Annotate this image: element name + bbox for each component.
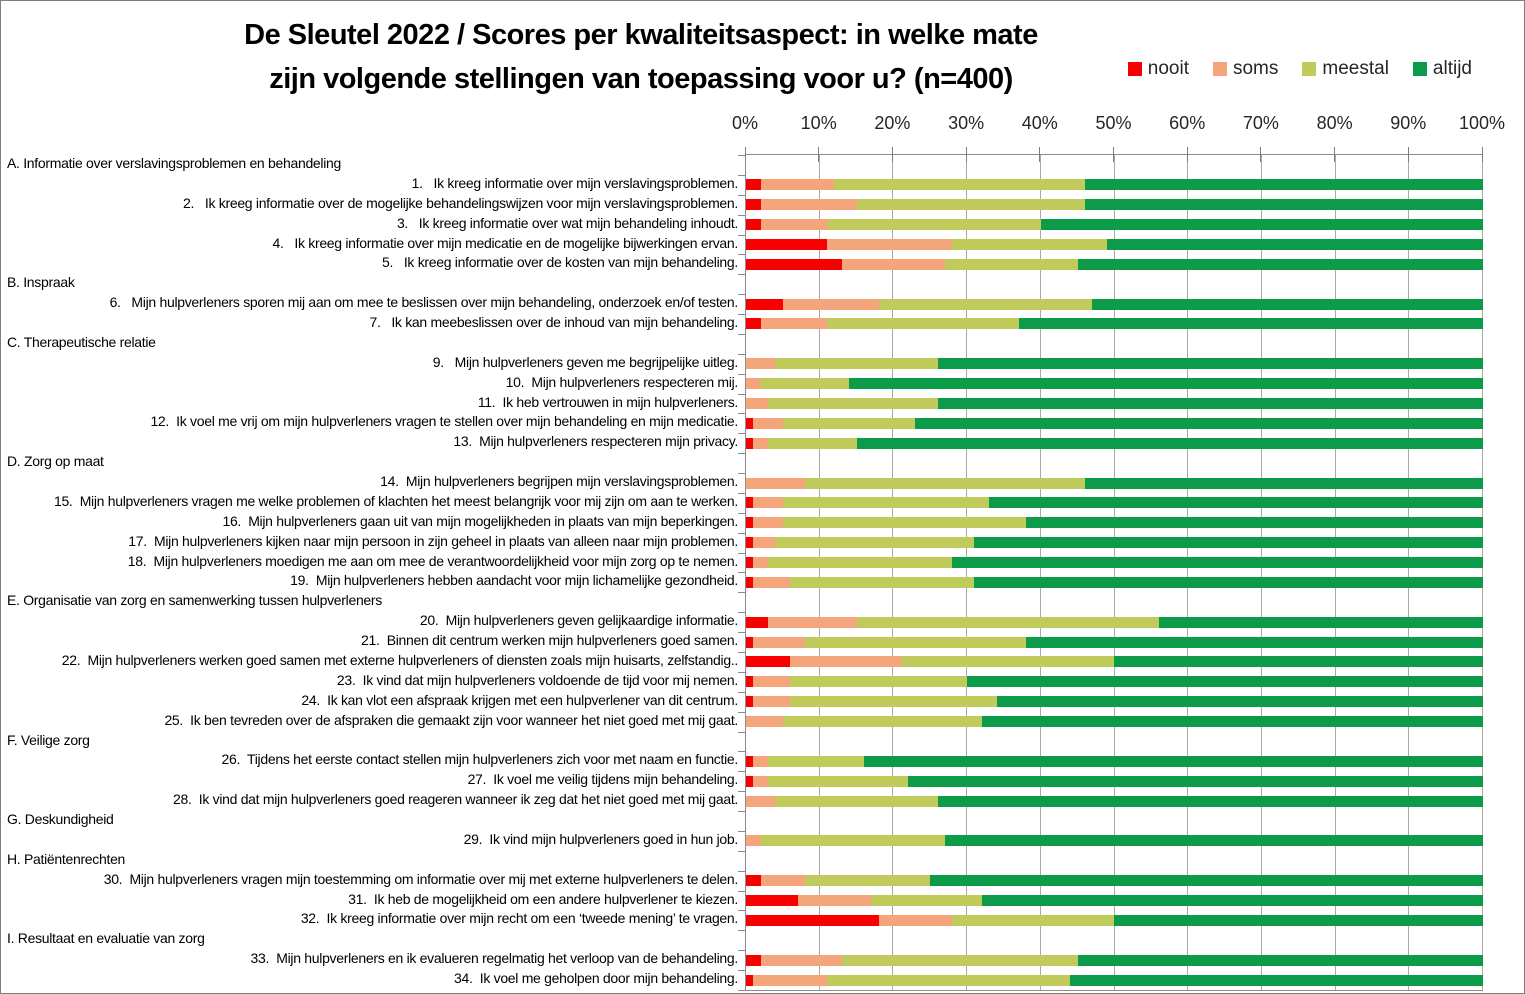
bar-segment-nooit [746, 915, 879, 926]
gridline [1482, 155, 1483, 990]
bar-segment-altijd [974, 577, 1483, 588]
bar-segment-meestal [952, 239, 1107, 250]
bar-segment-soms [827, 239, 952, 250]
row-tick [738, 314, 746, 315]
bar-segment-nooit [746, 895, 798, 906]
bar-segment-meestal [805, 637, 1026, 648]
legend-item-nooit [1128, 58, 1189, 80]
section-header-label: B. Inspraak [7, 274, 75, 291]
row-tick [738, 513, 746, 514]
bar-segment-meestal [827, 975, 1070, 986]
statement-label: 1. Ik kreeg informatie over mijn verslavingsproblemen. [411, 174, 738, 191]
bar-segment-meestal [761, 378, 849, 389]
row-tick [738, 712, 746, 713]
gridline [1114, 155, 1115, 990]
stacked-bar [746, 756, 1483, 767]
statement-label: 27. Ik voel me veilig tijdens mijn behandeling. [467, 771, 738, 788]
row-tick [738, 294, 746, 295]
bar-segment-altijd [938, 796, 1483, 807]
stacked-bar [746, 537, 1483, 548]
statement-label: 34. Ik voel me geholpen door mijn behandeling. [454, 970, 738, 987]
bar-segment-meestal [783, 418, 916, 429]
bar-segment-altijd [1041, 219, 1483, 230]
row-tick [738, 433, 746, 434]
statement-label: 15. Mijn hulpverleners vragen me welke problemen of klachten het meest belangrijk voor mij zijn om aan te werken. [53, 492, 738, 509]
stacked-bar [746, 975, 1483, 986]
bar-segment-soms [746, 835, 761, 846]
row-tick [738, 851, 746, 852]
section-header-label: C. Therapeutische relatie [7, 333, 156, 350]
bar-segment-soms [761, 219, 827, 230]
statement-label: 26. Tijdens het eerste contact stellen mijn hulpverleners zich voor met naam en functie. [221, 751, 738, 768]
bar-segment-altijd [857, 438, 1483, 449]
statement-label: 6. Mijn hulpverleners sporen mij aan om mee te beslissen over mijn behandeling, onderzoek en/of testen. [109, 294, 738, 311]
statement-label: 20. Mijn hulpverleners geven gelijkaardige informatie. [419, 612, 738, 629]
chart-title [101, 13, 1181, 101]
stacked-bar [746, 875, 1483, 886]
bar-segment-soms [783, 299, 879, 310]
legend-item-meestal [1302, 58, 1389, 80]
stacked-bar [746, 955, 1483, 966]
bar-segment-meestal [768, 438, 856, 449]
stacked-bar [746, 656, 1483, 667]
row-tick [738, 692, 746, 693]
bar-segment-meestal [768, 557, 952, 568]
stacked-bar [746, 557, 1483, 568]
bar-segment-altijd [967, 676, 1483, 687]
bar-segment-nooit [746, 756, 753, 767]
x-tick-label: 80% [1316, 113, 1353, 133]
stacked-bar [746, 378, 1483, 389]
bar-segment-soms [753, 557, 768, 568]
x-tick-label: 90% [1390, 113, 1427, 133]
statement-label: 30. Mijn hulpverleners vragen mijn toestemming om informatie over mij met externe hulpverleners te delen. [103, 870, 738, 887]
bar-segment-soms [842, 259, 945, 270]
statement-label: 28. Ik vind dat mijn hulpverleners goed reageren wanneer ik zeg dat het niet goed met mij gaat. [173, 791, 738, 808]
section-header-label: I. Resultaat en evaluatie van zorg [7, 930, 205, 947]
bar-segment-soms [790, 656, 901, 667]
row-tick [738, 652, 746, 653]
x-tick-label: 30% [948, 113, 985, 133]
bar-segment-soms [753, 497, 782, 508]
bar-segment-altijd [1085, 478, 1483, 489]
gridline [819, 155, 820, 990]
legend-label: altijd [1432, 58, 1472, 79]
legend-label: soms [1232, 58, 1279, 79]
stacked-bar [746, 517, 1483, 528]
bar-segment-meestal [901, 656, 1115, 667]
bar-segment-altijd [989, 497, 1483, 508]
chart-title-line2: zijn volgende stellingen van toepassing voor u? (n=400) [269, 63, 1013, 95]
bar-segment-meestal [827, 318, 1019, 329]
bar-segment-soms [879, 915, 953, 926]
section-header-label: E. Organisatie van zorg en samenwerking tussen hulpverleners [7, 592, 382, 609]
stacked-bar [746, 358, 1483, 369]
stacked-bar [746, 895, 1483, 906]
bar-segment-meestal [857, 199, 1085, 210]
row-tick [738, 374, 746, 375]
bar-segment-nooit [746, 557, 753, 568]
stacked-bar [746, 259, 1483, 270]
bar-segment-altijd [930, 875, 1483, 886]
row-tick [738, 533, 746, 534]
statement-label: 16. Mijn hulpverleners gaan uit van mijn mogelijkheden in plaats van mijn beperkingen. [222, 512, 738, 529]
bar-segment-altijd [864, 756, 1483, 767]
row-tick [738, 274, 746, 275]
legend-swatch-nooit [1128, 62, 1142, 76]
bar-segment-altijd [997, 696, 1483, 707]
bar-segment-soms [753, 577, 790, 588]
stacked-bar [746, 497, 1483, 508]
row-tick [738, 612, 746, 613]
row-tick [738, 930, 746, 931]
bar-segment-nooit [746, 537, 753, 548]
bar-segment-soms [768, 617, 856, 628]
bar-segment-nooit [746, 776, 753, 787]
bar-segment-nooit [746, 656, 790, 667]
statement-label: 14. Mijn hulpverleners begrijpen mijn verslavingsproblemen. [380, 473, 738, 490]
bar-segment-altijd [945, 835, 1483, 846]
stacked-bar [746, 696, 1483, 707]
legend-label: nooit [1147, 58, 1189, 79]
statement-label: 3. Ik kreeg informatie over wat mijn behandeling inhoudt. [396, 214, 738, 231]
statement-label: 24. Ik kan vlot een afspraak krijgen met een hulpverlener van dit centrum. [301, 691, 738, 708]
bar-segment-nooit [746, 259, 842, 270]
gridline [1187, 155, 1188, 990]
x-tick-label: 100% [1458, 113, 1506, 133]
x-tick-mark [1113, 147, 1114, 162]
bar-segment-meestal [871, 895, 982, 906]
bar-segment-altijd [938, 358, 1483, 369]
x-tick-label: 10% [800, 113, 837, 133]
stacked-bar [746, 299, 1483, 310]
bar-segment-meestal [834, 179, 1085, 190]
stacked-bar [746, 438, 1483, 449]
bar-segment-altijd [849, 378, 1483, 389]
bar-segment-altijd [908, 776, 1483, 787]
bar-segment-soms [746, 398, 768, 409]
x-tick-label: 20% [874, 113, 911, 133]
section-header-label: H. Patiëntenrechten [7, 850, 126, 867]
bar-segment-soms [753, 637, 805, 648]
bar-segment-nooit [746, 676, 753, 687]
x-tick-label: 60% [1169, 113, 1206, 133]
stacked-bar [746, 179, 1483, 190]
bar-segment-altijd [1019, 318, 1483, 329]
statement-label: 11. Ik heb vertrouwen in mijn hulpverleners. [477, 393, 738, 410]
stacked-bar [746, 398, 1483, 409]
row-tick [738, 910, 746, 911]
bar-segment-nooit [746, 975, 753, 986]
bar-segment-soms [746, 478, 805, 489]
bar-segment-altijd [1092, 299, 1483, 310]
row-tick [738, 990, 746, 991]
row-tick [738, 732, 746, 733]
bar-segment-meestal [768, 776, 908, 787]
bar-segment-meestal [952, 915, 1114, 926]
row-tick [738, 950, 746, 951]
bar-segment-soms [753, 756, 768, 767]
x-tick-mark [1260, 147, 1261, 162]
bar-segment-soms [761, 875, 805, 886]
bar-segment-meestal [768, 398, 938, 409]
bar-segment-nooit [746, 179, 761, 190]
section-header-label: G. Deskundigheid [7, 811, 114, 828]
bar-segment-altijd [1026, 637, 1483, 648]
statement-label: 18. Mijn hulpverleners moedigen me aan om mee de verantwoordelijkheid voor mijn zorg op te nemen. [127, 552, 738, 569]
bar-segment-altijd [1026, 517, 1483, 528]
bar-segment-nooit [746, 438, 753, 449]
bar-segment-nooit [746, 219, 761, 230]
gridline [1408, 155, 1409, 990]
bar-segment-soms [798, 895, 872, 906]
bar-segment-soms [746, 796, 775, 807]
bar-segment-meestal [827, 219, 1041, 230]
bar-segment-nooit [746, 239, 827, 250]
bar-segment-meestal [857, 617, 1159, 628]
row-tick [738, 334, 746, 335]
x-tick-mark [1408, 147, 1409, 162]
stacked-bar [746, 776, 1483, 787]
bar-segment-altijd [915, 418, 1482, 429]
legend-swatch-soms [1213, 62, 1227, 76]
stacked-bar [746, 239, 1483, 250]
x-tick-mark [818, 147, 819, 162]
bar-segment-meestal [775, 796, 937, 807]
bar-segment-meestal [945, 259, 1078, 270]
bar-segment-soms [753, 537, 775, 548]
bar-segment-soms [753, 418, 782, 429]
row-tick [738, 175, 746, 176]
bar-segment-altijd [982, 895, 1483, 906]
plot-area [745, 154, 1483, 991]
x-tick-label: 70% [1242, 113, 1279, 133]
bar-segment-soms [746, 358, 775, 369]
bar-segment-altijd [1078, 955, 1483, 966]
stacked-bar [746, 637, 1483, 648]
gridline [966, 155, 967, 990]
row-tick [738, 791, 746, 792]
gridline [1040, 155, 1041, 990]
statement-label: 10. Mijn hulpverleners respecteren mij. [505, 373, 738, 390]
bar-segment-meestal [783, 497, 989, 508]
x-tick-label: 50% [1095, 113, 1132, 133]
bar-segment-meestal [783, 716, 982, 727]
statement-label: 29. Ik vind mijn hulpverleners goed in hun job. [463, 830, 738, 847]
bar-segment-nooit [746, 318, 761, 329]
bar-segment-soms [761, 318, 827, 329]
row-tick [738, 632, 746, 633]
stacked-bar [746, 676, 1483, 687]
legend-label: meestal [1322, 58, 1389, 79]
bar-segment-nooit [746, 517, 753, 528]
bar-segment-soms [753, 975, 827, 986]
bar-segment-soms [753, 696, 790, 707]
x-axis-labels [731, 113, 1506, 139]
row-tick [738, 354, 746, 355]
row-tick [738, 553, 746, 554]
statement-label: 12. Ik voel me vrij om mijn hulpverleners vragen te stellen over mijn behandeling en mijn medicatie. [150, 413, 738, 430]
bar-segment-meestal [790, 676, 967, 687]
bar-segment-meestal [761, 835, 945, 846]
row-tick [738, 751, 746, 752]
stacked-bar [746, 915, 1483, 926]
bar-segment-altijd [938, 398, 1483, 409]
chart-title-line1: De Sleutel 2022 / Scores per kwaliteitsaspect: in welke mate [244, 19, 1038, 51]
x-tick-label: 40% [1021, 113, 1058, 133]
bar-segment-soms [761, 199, 857, 210]
legend-item-soms [1213, 58, 1278, 80]
bar-segment-nooit [746, 577, 753, 588]
bar-segment-altijd [1078, 259, 1483, 270]
bar-segment-soms [753, 517, 782, 528]
category-labels [7, 154, 738, 989]
legend-swatch-altijd [1413, 62, 1427, 76]
x-axis-ticks [745, 147, 1482, 162]
bar-segment-altijd [1159, 617, 1483, 628]
x-tick-mark [966, 147, 967, 162]
stacked-bar [746, 577, 1483, 588]
statement-label: 17. Mijn hulpverleners kijken naar mijn persoon in zijn geheel in plaats van alleen naar mijn problemen. [128, 532, 738, 549]
row-tick [738, 413, 746, 414]
bar-segment-nooit [746, 696, 753, 707]
stacked-bar [746, 796, 1483, 807]
statement-label: 5. Ik kreeg informatie over de kosten van mijn behandeling. [381, 254, 738, 271]
bar-segment-meestal [768, 756, 864, 767]
statement-label: 7. Ik kan meebeslissen over de inhoud van mijn behandeling. [369, 314, 738, 331]
bar-segment-soms [746, 716, 783, 727]
statement-label: 21. Binnen dit centrum werken mijn hulpverleners goed samen. [360, 632, 738, 649]
row-tick [738, 970, 746, 971]
bar-segment-nooit [746, 617, 768, 628]
row-tick [738, 572, 746, 573]
bar-segment-soms [761, 179, 835, 190]
statement-label: 33. Mijn hulpverleners en ik evalueren regelmatig het verloop van de behandeling. [250, 950, 738, 967]
bar-segment-altijd [1085, 179, 1483, 190]
statement-label: 9. Mijn hulpverleners geven me begrijpelijke uitleg. [432, 353, 738, 370]
stacked-bar [746, 478, 1483, 489]
chart-legend [1128, 58, 1472, 80]
statement-label: 22. Mijn hulpverleners werken goed samen met externe hulpverleners of diensten zoals mijn huisarts, zelfstandig.. [61, 652, 738, 668]
row-tick [738, 592, 746, 593]
x-tick-mark [1334, 147, 1335, 162]
bar-segment-soms [753, 438, 768, 449]
bar-segment-nooit [746, 199, 761, 210]
bar-segment-soms [753, 776, 768, 787]
bar-segment-altijd [1070, 975, 1483, 986]
statement-label: 4. Ik kreeg informatie over mijn medicatie en de mogelijke bijwerkingen ervan. [272, 234, 738, 251]
row-tick [738, 493, 746, 494]
statement-label: 2. Ik kreeg informatie over de mogelijke behandelingswijzen voor mijn verslavingsproblemen. [183, 194, 738, 211]
row-tick [738, 891, 746, 892]
statement-label: 32. Ik kreeg informatie over mijn recht om een ‘tweede mening’ te vragen. [300, 910, 738, 927]
bar-segment-altijd [952, 557, 1483, 568]
row-tick [738, 771, 746, 772]
bar-segment-meestal [805, 478, 1085, 489]
bar-segment-nooit [746, 418, 753, 429]
x-tick-mark [745, 147, 746, 162]
bar-segment-nooit [746, 299, 783, 310]
bar-segment-soms [753, 676, 790, 687]
bar-segment-meestal [879, 299, 1093, 310]
row-tick [738, 235, 746, 236]
gridline [892, 155, 893, 990]
statement-label: 13. Mijn hulpverleners respecteren mijn privacy. [453, 433, 738, 450]
row-tick [738, 254, 746, 255]
row-tick [738, 473, 746, 474]
bar-segment-nooit [746, 955, 761, 966]
bar-segment-nooit [746, 875, 761, 886]
stacked-bar [746, 318, 1483, 329]
bar-segment-meestal [842, 955, 1078, 966]
row-tick [738, 394, 746, 395]
x-tick-mark [1039, 147, 1040, 162]
stacked-bar [746, 716, 1483, 727]
bar-segment-altijd [1114, 656, 1483, 667]
row-tick [738, 215, 746, 216]
bar-segment-soms [746, 378, 761, 389]
section-header-label: F. Veilige zorg [7, 731, 90, 748]
bar-segment-meestal [805, 875, 930, 886]
row-tick [738, 453, 746, 454]
bar-segment-nooit [746, 637, 753, 648]
bar-segment-meestal [775, 358, 937, 369]
bar-segment-altijd [1085, 199, 1483, 210]
x-tick-mark [892, 147, 893, 162]
bar-segment-meestal [775, 537, 974, 548]
row-tick [738, 871, 746, 872]
bar-segment-altijd [1114, 915, 1483, 926]
x-tick-mark [1482, 147, 1483, 162]
section-header-label: D. Zorg op maat [7, 453, 104, 470]
bar-segment-altijd [974, 537, 1483, 548]
stacked-bar [746, 835, 1483, 846]
bar-segment-meestal [790, 696, 996, 707]
gridline [1335, 155, 1336, 990]
statement-label: 25. Ik ben tevreden over de afspraken die gemaakt zijn voor wanneer het niet goed met mij gaat. [164, 711, 738, 728]
statement-label: 31. Ik heb de mogelijkheid om een andere hulpverlener te kiezen. [348, 890, 738, 907]
bar-segment-altijd [982, 716, 1483, 727]
row-tick [738, 831, 746, 832]
section-header-label: A. Informatie over verslavingsproblemen en behandeling [7, 155, 342, 171]
bar-segment-soms [761, 955, 842, 966]
bar-segment-meestal [790, 577, 974, 588]
statement-label: 23. Ik vind dat mijn hulpverleners voldoende de tijd voor mij nemen. [336, 671, 738, 688]
bar-segment-nooit [746, 497, 753, 508]
stacked-bar [746, 418, 1483, 429]
stacked-bar [746, 617, 1483, 628]
legend-item-altijd [1413, 58, 1472, 80]
bar-segment-altijd [1107, 239, 1483, 250]
stacked-bar [746, 219, 1483, 230]
bar-segment-meestal [783, 517, 1026, 528]
row-tick [738, 811, 746, 812]
statement-label: 19. Mijn hulpverleners hebben aandacht voor mijn lichamelijke gezondheid. [290, 572, 738, 589]
x-tick-label: 0% [731, 113, 758, 133]
row-tick [738, 672, 746, 673]
legend-swatch-meestal [1302, 62, 1316, 76]
x-tick-mark [1187, 147, 1188, 162]
row-tick [738, 195, 746, 196]
gridline [1261, 155, 1262, 990]
stacked-bar [746, 199, 1483, 210]
